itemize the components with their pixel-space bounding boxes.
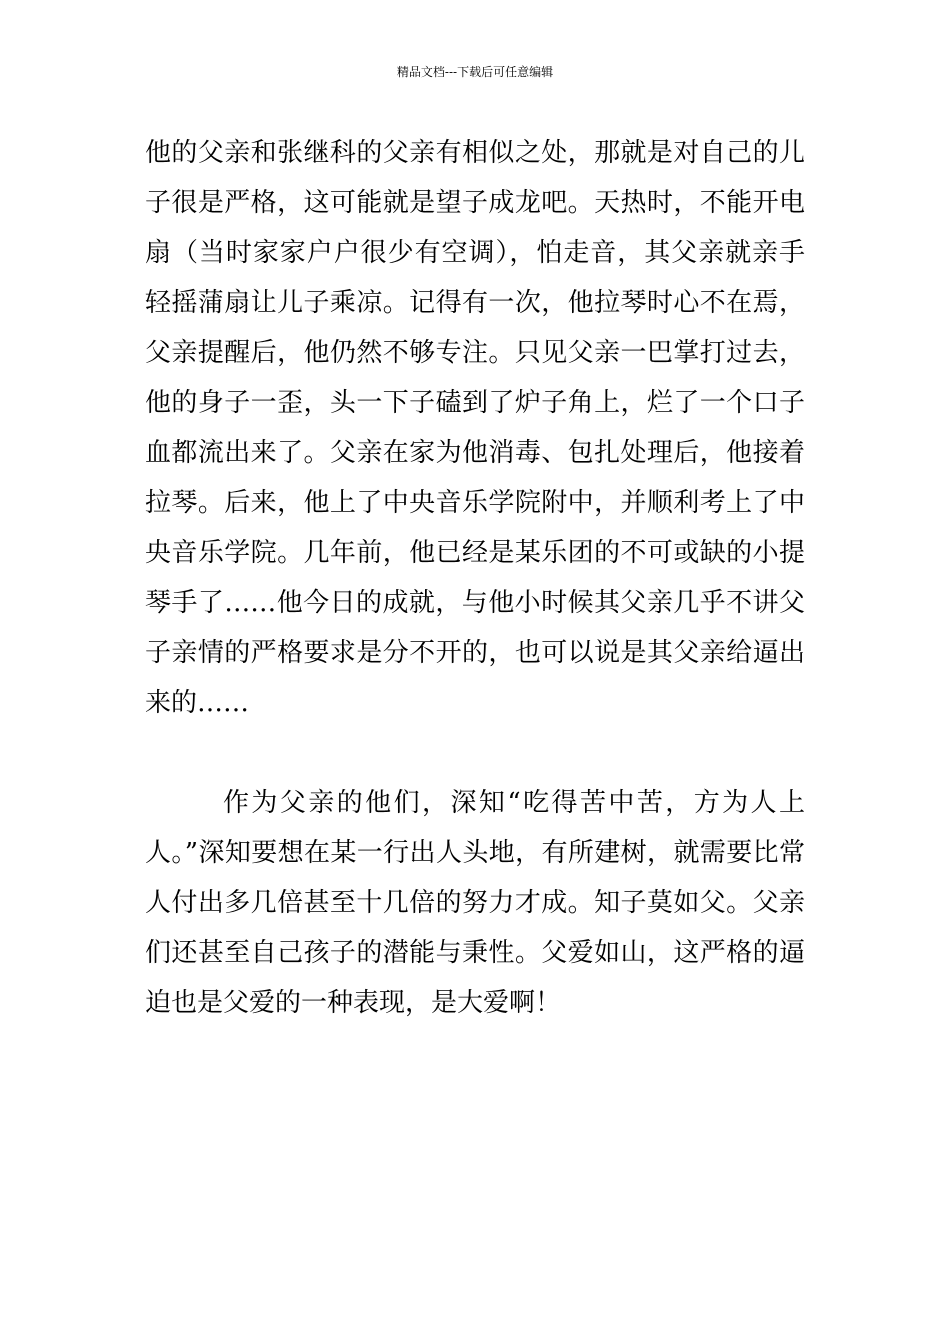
page-header: 精品文档---下载后可任意编辑 bbox=[396, 65, 554, 79]
paragraph-spacer bbox=[145, 728, 805, 778]
document-body bbox=[145, 128, 805, 1028]
paragraph-1: 他的父亲和张继科的父亲有相似之处，那就是对自己的儿子很是严格，这可能就是望子成龙吧。天热时，不能开电扇（当时家家户户很少有空调），怕走音，其父亲就亲手轻摇蒲扇让儿子乘凉。记得有一次，他拉琴时心不在焉，父亲提醒后，他仍然不够专注。只见父亲一巴掌打过去，他的身子一歪，头一下子磕到了炉子角上，烂了一个口子血都流出来了。父亲在家为他消毒、包扎处理后，他接着拉琴。后来，他上了中央音乐学院附中，并顺利考上了中央音乐学院。几年前，他已经是某乐团的不可或缺的小提琴手了……他今日的成就，与他小时候其父亲几乎不讲父子亲情的严格要求是分不开的，也可以说是其父亲给逼出来的…… bbox=[145, 138, 805, 718]
paragraph-2: 作为父亲的他们，深知“吃得苦中苦，方为人上人。”深知要想在某一行出人头地，有所建树，就需要比常人付出多几倍甚至十几倍的努力才成。知子莫如父。父亲们还甚至自己孩子的潜能与秉性。父爱如山，这严格的逼迫也是父爱的一种表现，是大爱啊！ bbox=[145, 788, 805, 1018]
